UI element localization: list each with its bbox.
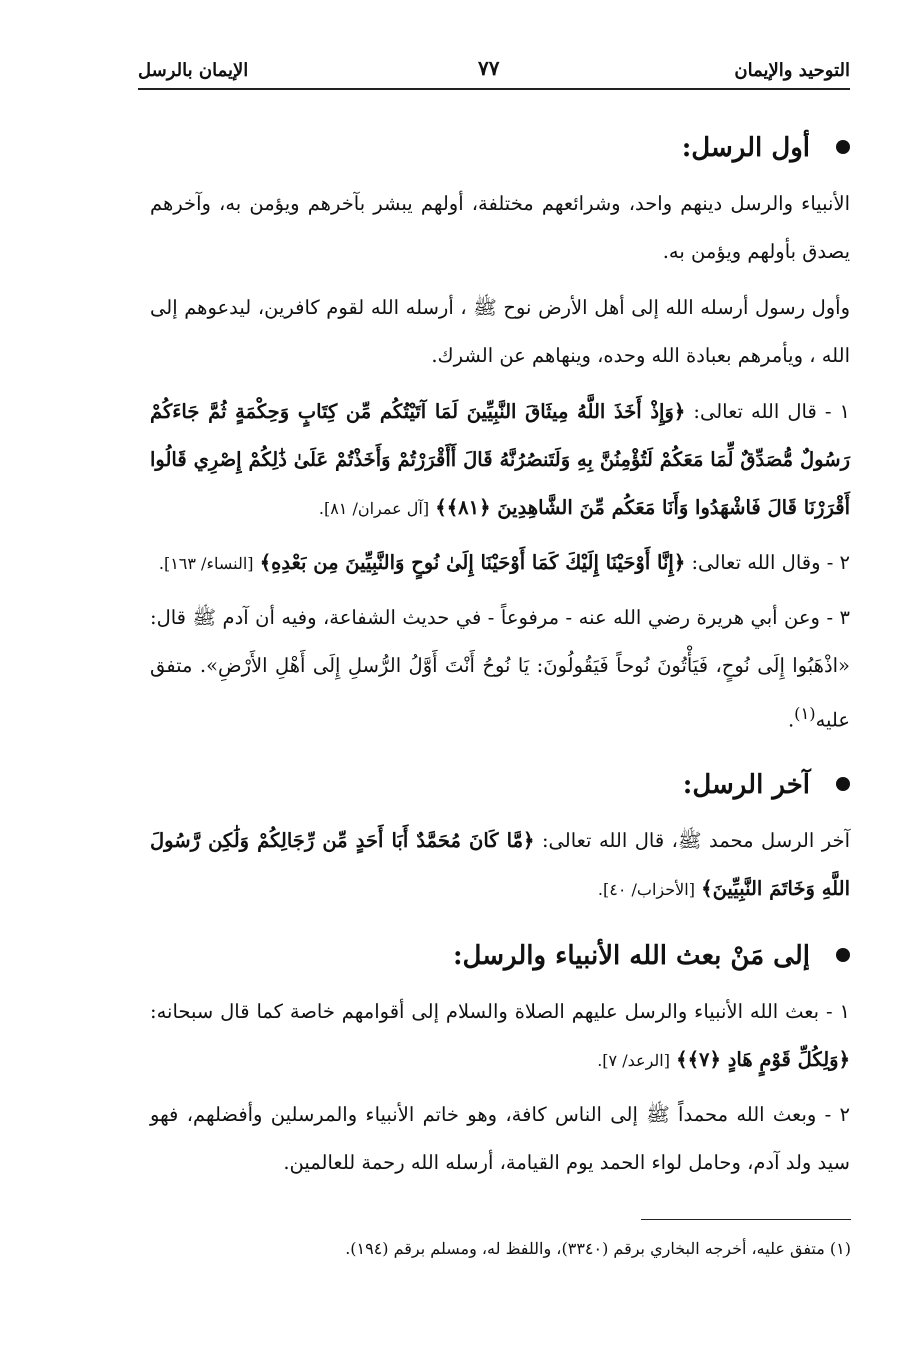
paragraph: الأنبياء والرسل دينهم واحد، وشرائعهم مختلفة، أولهم يبشر بآخرهم ويؤمن به، وآخرهم يصدق بأولهم ويؤمن به. bbox=[150, 192, 850, 263]
footnote-marker: (١) bbox=[794, 704, 816, 723]
verse-reference: [آل عمران/ ٨١]. bbox=[318, 499, 430, 518]
heading-text: إلى مَنْ بعث الله الأنبياء والرسل: bbox=[452, 940, 810, 971]
list-item bbox=[150, 594, 850, 745]
footnote: (١) متفق عليه، أخرجه البخاري برقم (٣٣٤٠)، واللفظ له، ومسلم برقم (١٩٤). bbox=[345, 1239, 851, 1258]
bullet-icon bbox=[836, 948, 850, 962]
paragraph: وأول رسول أرسله الله إلى أهل الأرض نوح ﷺ ، أرسله الله لقوم كافرين، ليدعوهم إلى الله ، ويأمرهم بعبادة الله وحده، وينهاهم عن الشرك. bbox=[150, 296, 850, 367]
list-item bbox=[150, 988, 850, 1085]
bullet-icon bbox=[836, 777, 850, 791]
list-item bbox=[150, 388, 850, 533]
section-heading-first-messengers bbox=[150, 128, 850, 168]
hadith-quote: «اذْهَبُوا إِلَى نُوحٍ، فَيَأْتُونَ نُوحاً فَيَقُولُونَ: يَا نُوحُ أَنْتَ أَوَّلُ الرُّسلِ إِلَى أَهْلِ الأَرْضِ». bbox=[199, 654, 850, 677]
item-lead: ٣ - وعن أبي هريرة رضي الله عنه - مرفوعاً - في حديث الشفاعة، وفيه أن آدم ﷺ قال: bbox=[150, 606, 850, 629]
heading-text: آخر الرسل: bbox=[682, 769, 810, 800]
chapter-title: الإيمان بالرسل bbox=[138, 60, 249, 81]
hadith-grade: متفق عليه bbox=[150, 654, 850, 732]
verse-reference: [النساء/ ١٦٣]. bbox=[158, 554, 254, 573]
list-item: ٢ - وبعث الله محمداً ﷺ إلى الناس كافة، وهو خاتم الأنبياء والمرسلين وأفضلهم، فهو سيد ولد آدم، وحامل لواء الحمد يوم القيامة، أرسله الله رحمة للعالمين. bbox=[150, 1102, 850, 1174]
quran-verse: ﴿إِنَّا أَوْحَيْنَا إِلَيْكَ كَمَا أَوْحَيْنَا إِلَىٰ نُوحٍ وَالنَّبِيِّينَ مِن بَعْدِهِ﴾ bbox=[259, 551, 686, 574]
verse-reference: [الأحزاب/ ٤٠]. bbox=[597, 879, 695, 899]
verse-reference: [الرعد/ ٧]. bbox=[597, 1050, 670, 1070]
main-content bbox=[150, 128, 850, 1193]
page-number: ٧٧ bbox=[478, 56, 500, 80]
footnote-separator bbox=[641, 1219, 851, 1220]
quran-verse: ﴿وَإِذْ أَخَذَ اللَّهُ مِيثَاقَ النَّبِيِّينَ لَمَا آتَيْتُكُم مِّن كِتَابٍ وَحِكْمَةٍ ثُمَّ جَاءَكُمْ رَسُولٌ مُّصَدِّقٌ لِّمَا مَعَكُمْ لَتُؤْمِنُنَّ بِهِ وَلَتَنصُرُنَّهُ قَالَ أَأَقْرَرْتُمْ وَأَخَذْتُمْ عَلَىٰ ذَٰلِكُمْ إِصْرِي قَالُوا أَقْرَرْنَا قَالَ فَاشْهَدُوا وَأَنَا مَعَكُم مِّنَ الشَّاهِدِينَ ﴿٨١﴾﴾ bbox=[150, 400, 850, 519]
running-header bbox=[138, 56, 850, 86]
item-lead: ١ - بعث الله الأنبياء والرسل عليهم الصلاة والسلام إلى أقوامهم خاصة كما قال سبحانه: bbox=[150, 999, 850, 1023]
book-title: التوحيد والإيمان bbox=[734, 60, 850, 81]
paragraph bbox=[150, 817, 850, 914]
section-heading-to-whom-sent bbox=[150, 936, 850, 976]
header-rule bbox=[138, 88, 850, 90]
section-heading-last-messenger bbox=[150, 765, 850, 805]
heading-text: أول الرسل: bbox=[681, 133, 810, 163]
item-lead: ٢ - وقال الله تعالى: bbox=[691, 551, 850, 574]
list-item bbox=[150, 539, 850, 588]
bullet-icon bbox=[836, 140, 850, 154]
period: . bbox=[787, 708, 795, 732]
item-lead: ١ - قال الله تعالى: bbox=[693, 400, 850, 423]
quran-verse: ﴿وَلِكُلِّ قَوْمٍ هَادٍ ﴿٧﴾﴾ bbox=[676, 1047, 850, 1071]
quran-verse: ﴿مَّا كَانَ مُحَمَّدٌ أَبَا أَحَدٍ مِّن رِّجَالِكُمْ وَلَٰكِن رَّسُولَ اللَّهِ وَخَاتَمَ النَّبِيِّينَ﴾ bbox=[150, 828, 850, 900]
paragraph-lead: آخر الرسل محمد ﷺ، قال الله تعالى: bbox=[541, 828, 850, 852]
